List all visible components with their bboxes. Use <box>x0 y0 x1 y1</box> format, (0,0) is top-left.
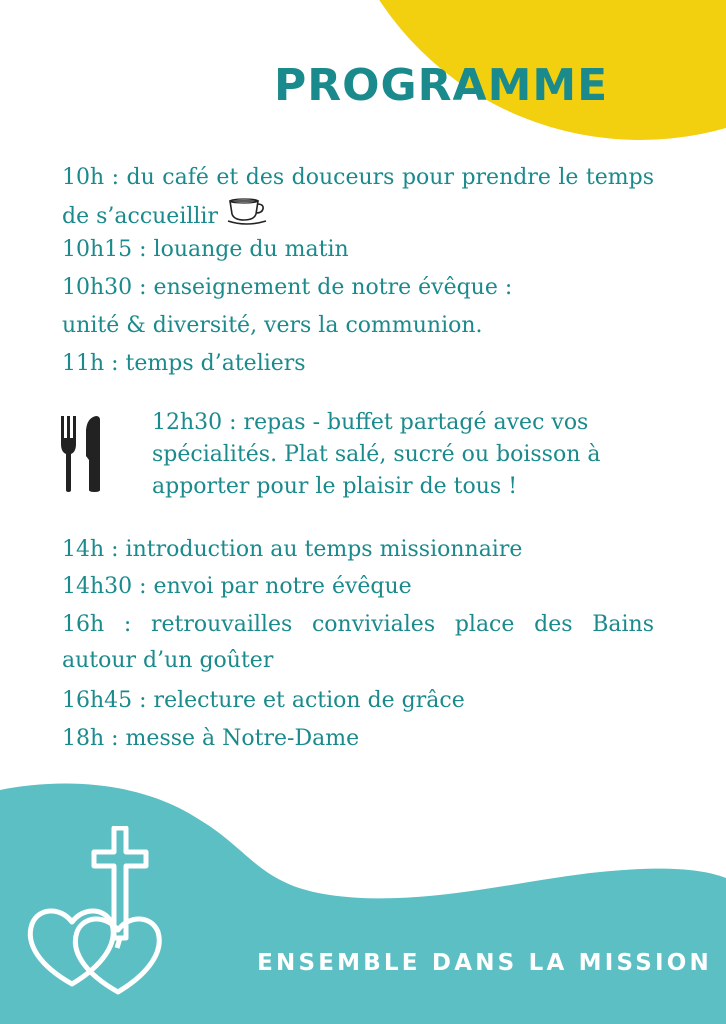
schedule-item: 14h : introduction au temps missionnaire <box>62 537 523 562</box>
footer-tagline: ENSEMBLE DANS LA MISSION <box>257 950 712 976</box>
schedule-item: 14h30 : envoi par notre évêque <box>62 574 412 599</box>
cross-hearts-logo <box>20 826 170 1006</box>
schedule-item: 10h30 : enseignement de notre évêque : <box>62 275 513 300</box>
schedule-item: 11h : temps d’ateliers <box>62 351 306 376</box>
page-title: PROGRAMME <box>274 60 609 111</box>
schedule-item: 16h45 : relecture et action de grâce <box>62 688 465 713</box>
meal-description: 12h30 : repas - buffet partagé avec vos spécialités. Plat salé, sucré ou boisson à apporter pour le plaisir de tous ! <box>152 410 601 499</box>
schedule-item: 10h15 : louange du matin <box>62 237 349 262</box>
schedule-item: 18h : messe à Notre-Dame <box>62 726 360 751</box>
schedule-item: unité & diversité, vers la communion. <box>62 313 483 338</box>
schedule-text: 10h : du café et des douceurs pour prendre le temps de s’accueillir <box>62 165 654 229</box>
schedule-item: 16h : retrouvailles conviviales place des Bains autour d’un goûter <box>62 612 654 673</box>
